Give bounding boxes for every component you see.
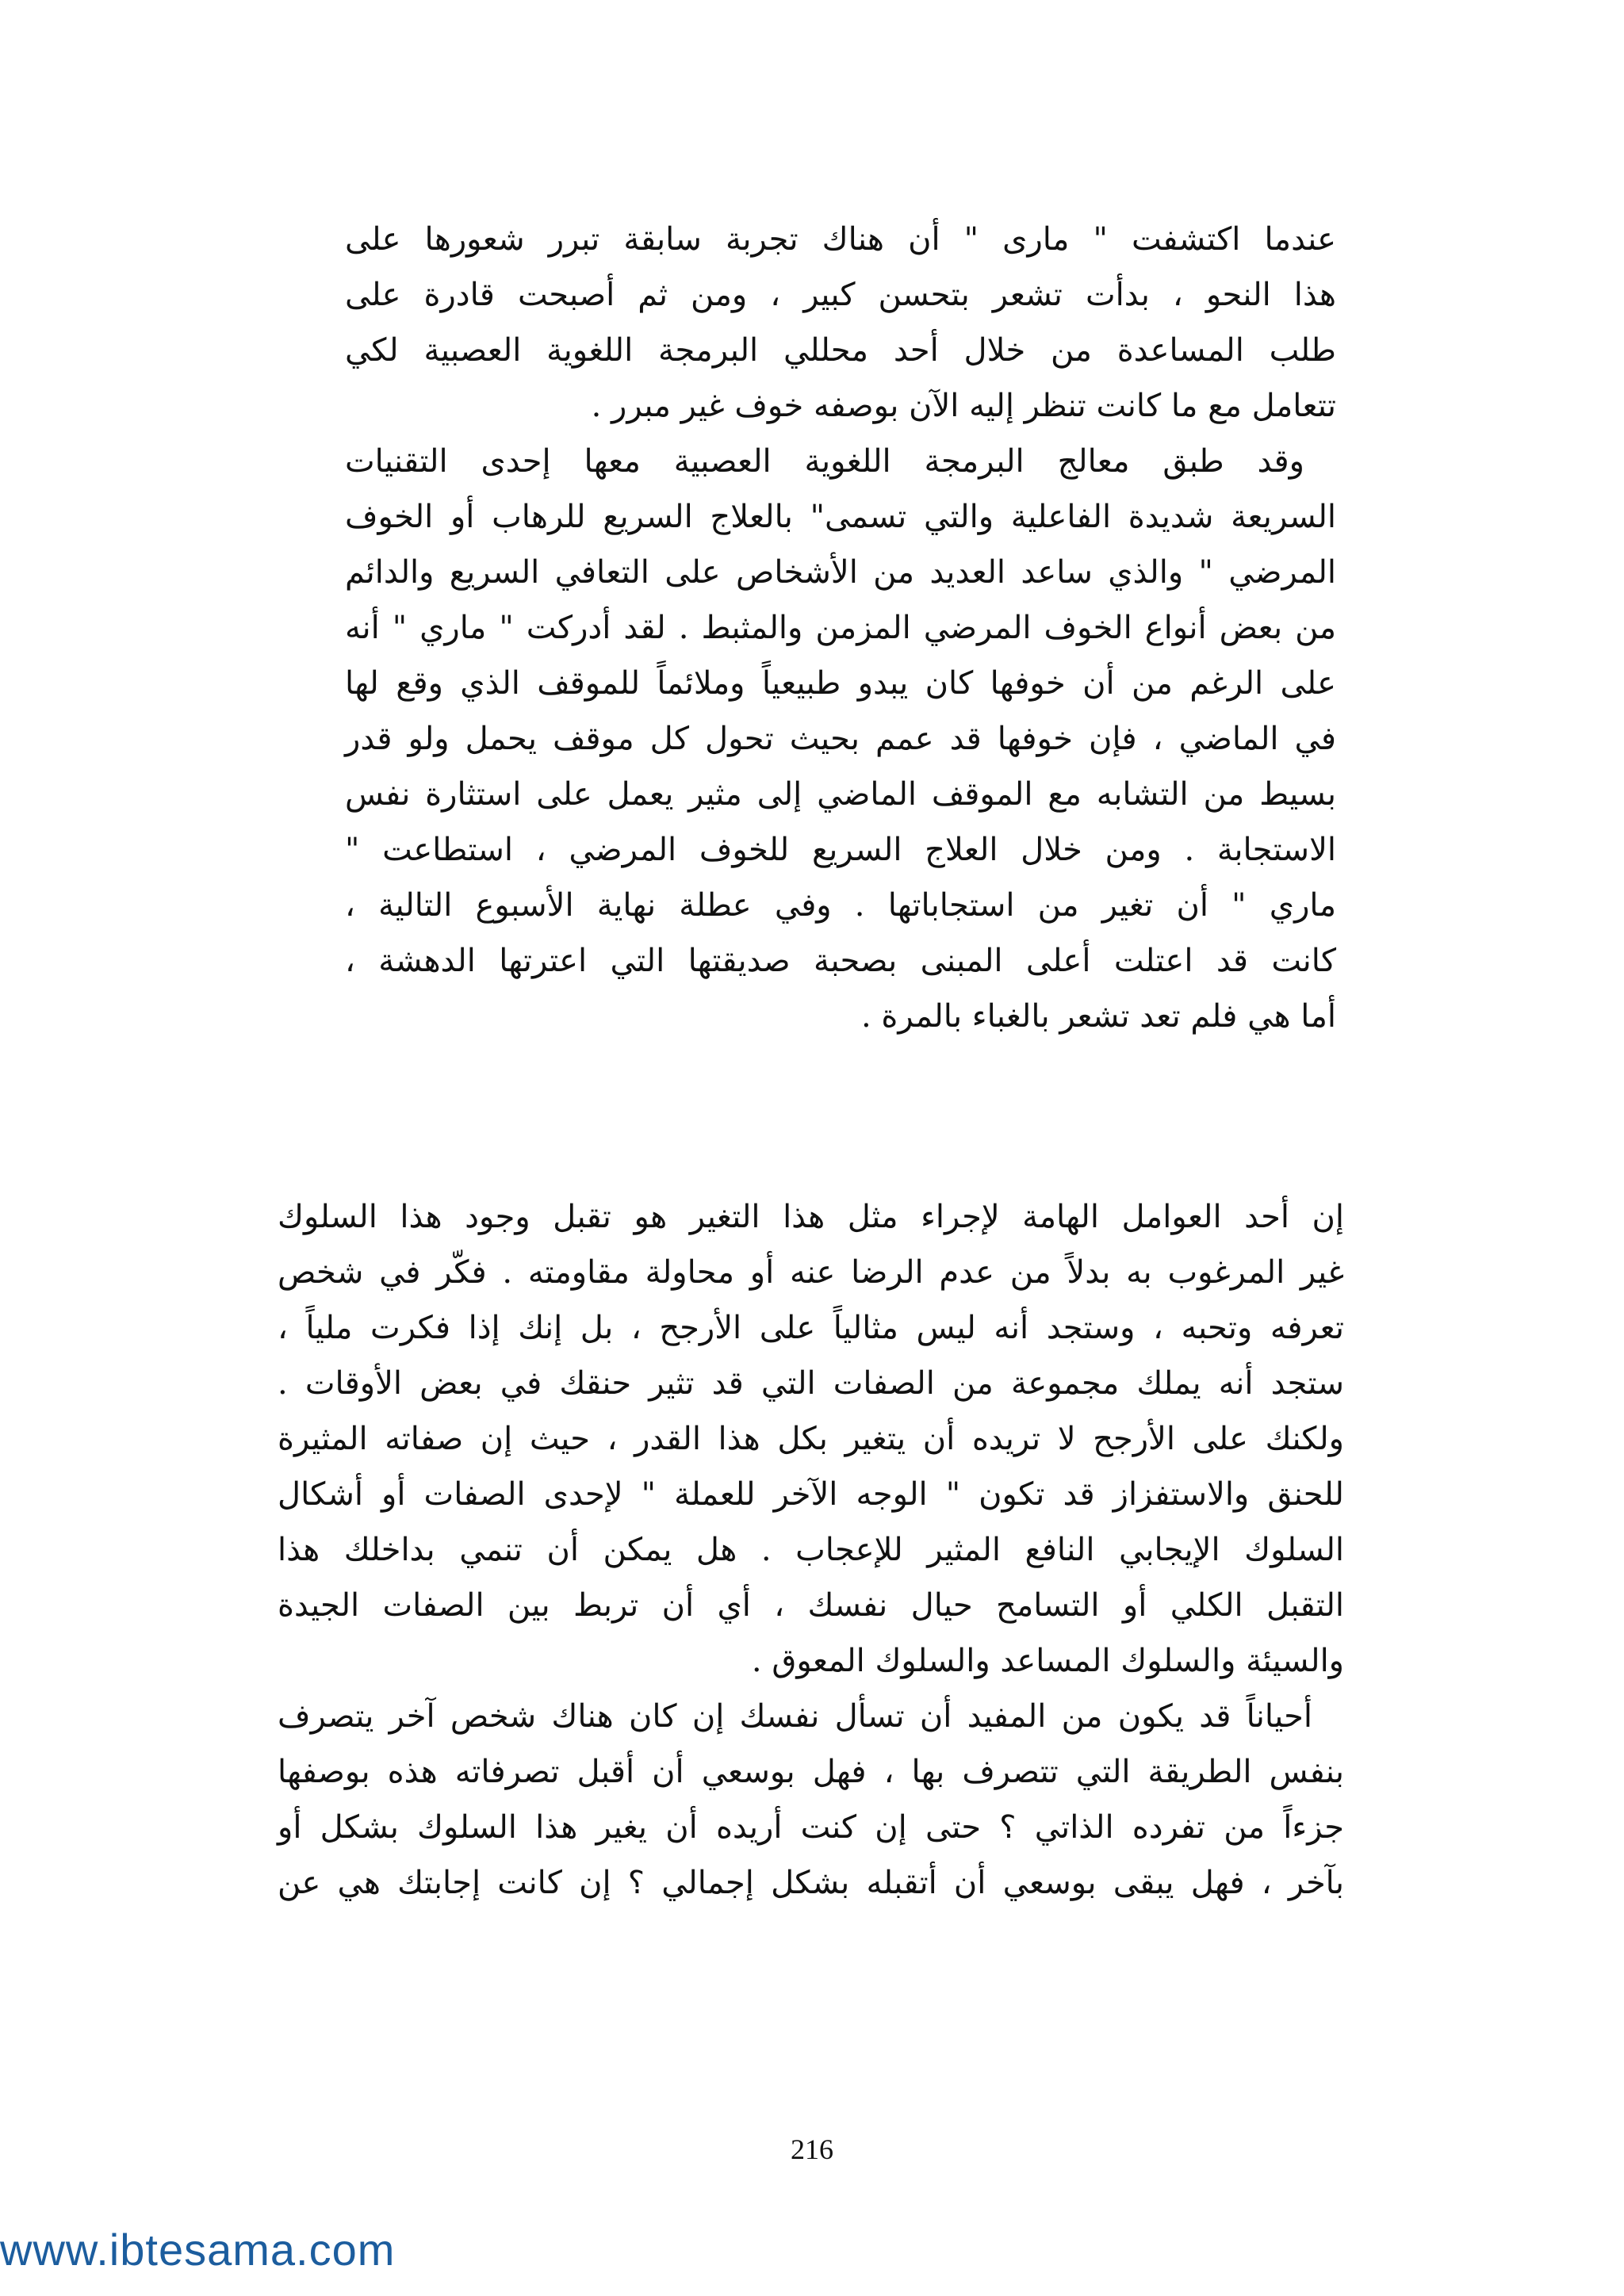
- text-line: وقد طبق معالج البرمجة اللغوية العصبية معها إحدى التقنيات: [345, 443, 1304, 480]
- text-line: التقبل الكلي أو التسامح حيال نفسك ، أي أن تربط بين الصفات الجيدة: [278, 1587, 1344, 1624]
- text-line: عندما اكتشفت " مارى " أن هناك تجربة سابقة تبرر شعورها على: [345, 221, 1336, 258]
- text-line: السلوك الإيجابي النافع المثير للإعجاب . هل يمكن أن تنمي بداخلك هذا: [278, 1532, 1344, 1568]
- text-line: غير المرغوب به بدلاً من عدم الرضا عنه أو محاولة مقاومته . فكّر في شخص: [278, 1254, 1344, 1291]
- text-line: ستجد أنه يملك مجموعة من الصفات التي قد تثير حنقك في بعض الأوقات .: [278, 1365, 1344, 1402]
- text-line: بسيط من التشابه مع الموقف الماضي إلى مثير يعمل على استثارة نفس: [345, 776, 1336, 813]
- text-line: كانت قد اعتلت أعلى المبنى بصحبة صديقتها التي اعترتها الدهشة ،: [345, 943, 1336, 979]
- text-line: أما هي فلم تعد تشعر بالغباء بالمرة .: [860, 998, 1336, 1035]
- text-line: هذا النحو ، بدأت تشعر بتحسن كبير ، ومن ثم أصبحت قادرة على: [345, 277, 1336, 313]
- page-number: 216: [791, 2133, 833, 2165]
- body-text-block: [278, 1189, 1344, 1911]
- footer-website-link[interactable]: www.ibtesama.com: [0, 2225, 396, 2275]
- text-line: على الرغم من أن خوفها كان يبدو طبيعياً وملائماً للموقف الذي وقع لها: [345, 665, 1336, 702]
- indented-quote-block: [345, 212, 1336, 1044]
- text-line: الاستجابة . ومن خلال العلاج السريع للخوف المرضي ، استطاعت ": [345, 832, 1336, 868]
- text-line: ماري " أن تغير من استجاباتها . وفي عطلة نهاية الأسبوع التالية ،: [345, 887, 1336, 924]
- text-line: ولكنك على الأرجح لا تريده أن يتغير بكل هذا القدر ، حيث إن صفاته المثيرة: [278, 1421, 1344, 1457]
- text-line: بآخر ، فهل يبقى بوسعي أن أتقبله بشكل إجمالي ؟ إن كانت إجابتك هي عن: [278, 1865, 1344, 1901]
- text-line: بنفس الطريقة التي تتصرف بها ، فهل بوسعي أن أقبل تصرفاته هذه بوصفها: [278, 1754, 1344, 1790]
- text-line: في الماضي ، فإن خوفها قد عمم بحيث تحول كل موقف يحمل ولو قدر: [345, 721, 1336, 757]
- text-line: تتعامل مع ما كانت تنظر إليه الآن بوصفه خوف غير مبرر .: [591, 388, 1336, 424]
- text-line: جزءاً من تفرده الذاتي ؟ حتى إن كنت أريده أن يغير هذا السلوك بشكل أو: [278, 1809, 1344, 1846]
- text-line: تعرفه وتحبه ، وستجد أنه ليس مثالياً على الأرجح ، بل إنك إذا فكرت ملياً ،: [278, 1310, 1344, 1346]
- text-line: المرضي " والذي ساعد العديد من الأشخاص على التعافي السريع والدائم: [345, 554, 1336, 591]
- text-line: إن أحد العوامل الهامة لإجراء مثل هذا التغير هو تقبل وجود هذا السلوك: [278, 1199, 1344, 1235]
- text-line: أحياناً قد يكون من المفيد أن تسأل نفسك إن كان هناك شخص آخر يتصرف: [278, 1698, 1312, 1735]
- text-line: من بعض أنواع الخوف المرضي المزمن والمثبط . لقد أدركت " ماري " أنه: [345, 610, 1336, 646]
- text-line: السريعة شديدة الفاعلية والتي تسمى" بالعلاج السريع للرهاب أو الخوف: [345, 499, 1336, 535]
- text-line: طلب المساعدة من خلال أحد محللي البرمجة اللغوية العصبية لكي: [345, 332, 1336, 369]
- text-line: والسيئة والسلوك المساعد والسلوك المعوق .: [751, 1643, 1344, 1679]
- text-line: للحنق والاستفزاز قد تكون " الوجه الآخر للعملة " لإحدى الصفات أو أشكال: [278, 1476, 1344, 1513]
